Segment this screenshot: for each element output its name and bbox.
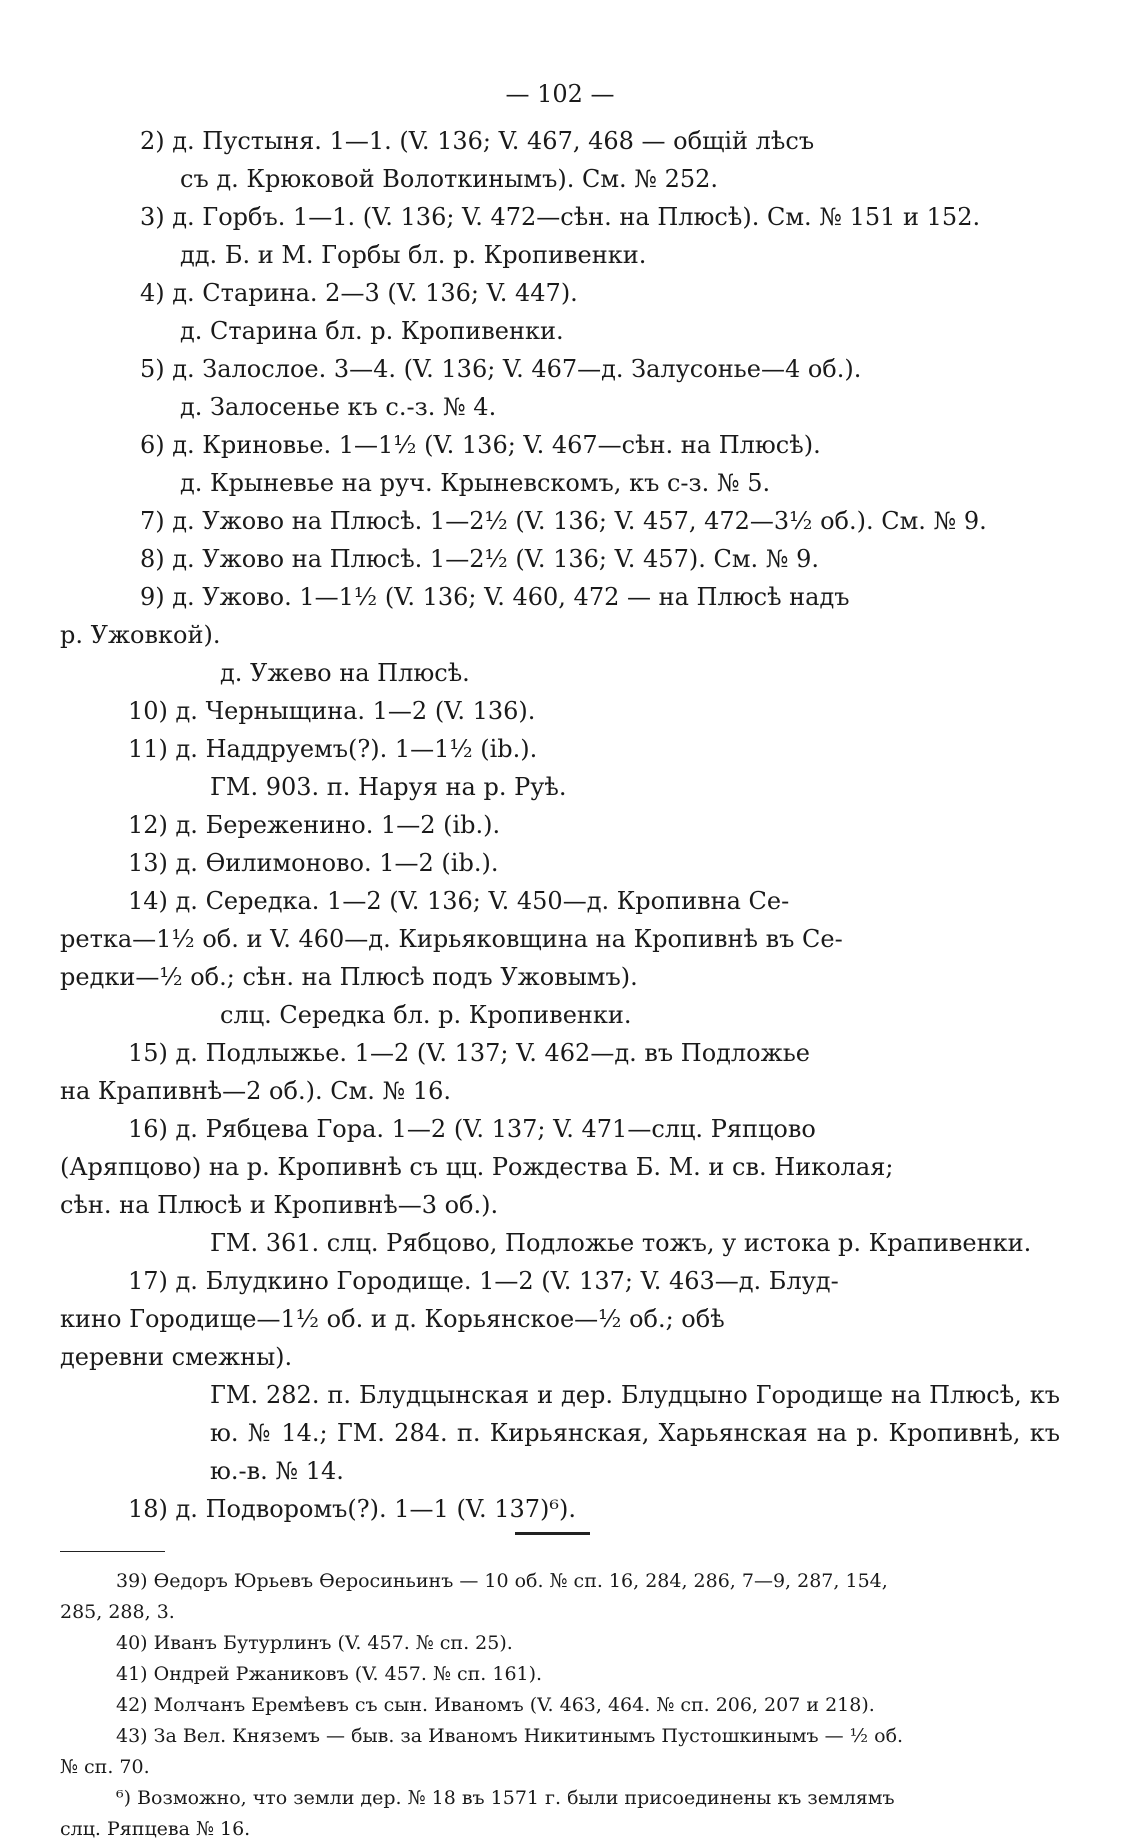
- footnote-43-line-1: 43) За Вел. Княземъ — быв. за Иваномъ Никитинымъ Пустошкинымъ — ½ об.: [116, 1725, 904, 1747]
- entry-3-line-1: 3) д. Горбъ. 1—1. (V. 136; V. 472—сѣн. на Плюсѣ). См. № 151 и 152.: [140, 203, 981, 231]
- entry-4-line-1: 4) д. Старина. 2—3 (V. 136; V. 447).: [140, 279, 578, 307]
- footnote-separator: [60, 1551, 165, 1552]
- entry-16-line-1: 16) д. Рябцева Гора. 1—2 (V. 137; V. 471—слц. Ряпцово: [128, 1115, 816, 1143]
- entry-2-line-1: 2) д. Пустыня. 1—1. (V. 136; V. 467, 468 — общій лѣсъ: [140, 127, 815, 155]
- entry-18-line-1: 18) д. Подворомъ(?). 1—1 (V. 137)⁶).: [128, 1495, 576, 1523]
- footnote-42: 42) Молчанъ Еремѣевъ съ сын. Иваномъ (V. 463, 464. № сп. 206, 207 и 218).: [116, 1694, 875, 1716]
- entry-15-line-1: 15) д. Подлыжье. 1—2 (V. 137; V. 462—д. въ Подложье: [128, 1039, 810, 1067]
- entry-14-line-1: 14) д. Середка. 1—2 (V. 136; V. 450—д. Кропивна Се-: [128, 887, 790, 915]
- entry-6-line-1: 6) д. Криновье. 1—1½ (V. 136; V. 467—сѣн. на Плюсѣ).: [140, 431, 821, 459]
- entry-12-line-1: 12) д. Береженино. 1—2 (ib.).: [128, 811, 501, 839]
- entry-14-line-2: ретка—1½ об. и V. 460—д. Кирьяковщина на Кропивнѣ въ Се-: [60, 925, 843, 953]
- document-page: [60, 80, 1060, 1845]
- entry-14-line-4: слц. Середка бл. р. Кропивенки.: [220, 1001, 632, 1029]
- page-number: — 102 —: [505, 80, 615, 108]
- entry-5-line-1: 5) д. Залослое. 3—4. (V. 136; V. 467—д. Залусонье—4 об.).: [140, 355, 862, 383]
- entry-7-line-1: 7) д. Ужово на Плюсѣ. 1—2½ (V. 136; V. 457, 472—3½ об.). См. № 9.: [140, 507, 987, 535]
- entry-9-line-2: р. Ужовкой).: [60, 621, 221, 649]
- entry-16-line-2: (Аряпцово) на р. Кропивнѣ съ цц. Рождества Б. М. и св. Николая;: [60, 1153, 894, 1181]
- footnote-40: 40) Иванъ Бутурлинъ (V. 457. № сп. 25).: [116, 1632, 513, 1654]
- footnote-43-line-2: № сп. 70.: [60, 1756, 150, 1778]
- entry-2-line-2: съ д. Крюковой Волоткинымъ). См. № 252.: [180, 165, 719, 193]
- entry-16-line-3: сѣн. на Плюсѣ и Кропивнѣ—3 об.).: [60, 1191, 499, 1219]
- entry-16-line-4: ГМ. 361. слц. Рябцово, Подложье тожъ, у истока р. Крапивенки.: [210, 1229, 1032, 1257]
- entry-13-line-1: 13) д. Ѳилимоново. 1—2 (ib.).: [128, 849, 499, 877]
- entry-8-line-1: 8) д. Ужово на Плюсѣ. 1—2½ (V. 136; V. 457). См. № 9.: [140, 545, 819, 573]
- entry-17-line-1: 17) д. Блудкино Городище. 1—2 (V. 137; V. 463—д. Блуд-: [128, 1267, 839, 1295]
- entry-17-line-4: ГМ. 282. п. Блудцынская и дер. Блудцыно Городище на Плюсѣ, къ ю. № 14.; ГМ. 284. п. Кирьянская, Харьянская на р. Кропивнѣ, къ ю.-в. № 14.: [210, 1381, 1060, 1485]
- entry-6-line-2: д. Крыневье на руч. Крыневскомъ, къ с-з. № 5.: [180, 469, 771, 497]
- entry-4-line-2: д. Старина бл. р. Кропивенки.: [180, 317, 564, 345]
- entry-9-line-1: 9) д. Ужово. 1—1½ (V. 136; V. 460, 472 — на Плюсѣ надъ: [140, 583, 850, 611]
- footnote-6-line-1: ⁶) Возможно, что земли дер. № 18 въ 1571 г. были присоединены къ землямъ: [116, 1787, 895, 1809]
- entry-10-line-1: 10) д. Черныщина. 1—2 (V. 136).: [128, 697, 536, 725]
- footnote-41: 41) Ондрей Ржаниковъ (V. 457. № сп. 161).: [116, 1663, 543, 1685]
- footnote-39-line-1: 39) Ѳедоръ Юрьевъ Ѳеросиньинъ — 10 об. № сп. 16, 284, 286, 7—9, 287, 154,: [116, 1570, 888, 1592]
- entry-15-line-2: на Крапивнѣ—2 об.). См. № 16.: [60, 1077, 451, 1105]
- entry-11-line-2: ГМ. 903. п. Наруя на р. Руѣ.: [210, 773, 567, 801]
- entry-11-line-1: 11) д. Наддруемъ(?). 1—1½ (ib.).: [128, 735, 538, 763]
- entry-3-line-2: дд. Б. и М. Горбы бл. р. Кропивенки.: [180, 241, 647, 269]
- footnote-6-line-2: слц. Ряпцева № 16.: [60, 1818, 251, 1840]
- entry-5-line-2: д. Залосенье къ с.-з. № 4.: [180, 393, 497, 421]
- footnote-center-rule: [515, 1532, 590, 1535]
- entry-17-line-2: кино Городище—1½ об. и д. Корьянское—½ об.; обѣ: [60, 1305, 725, 1333]
- footnote-39-line-2: 285, 288, 3.: [60, 1601, 175, 1623]
- entry-14-line-3: редки—½ об.; сѣн. на Плюсѣ подъ Ужовымъ).: [60, 963, 638, 991]
- entry-17-line-3: деревни смежны).: [60, 1343, 293, 1371]
- entry-9-line-3: д. Ужево на Плюсѣ.: [220, 659, 470, 687]
